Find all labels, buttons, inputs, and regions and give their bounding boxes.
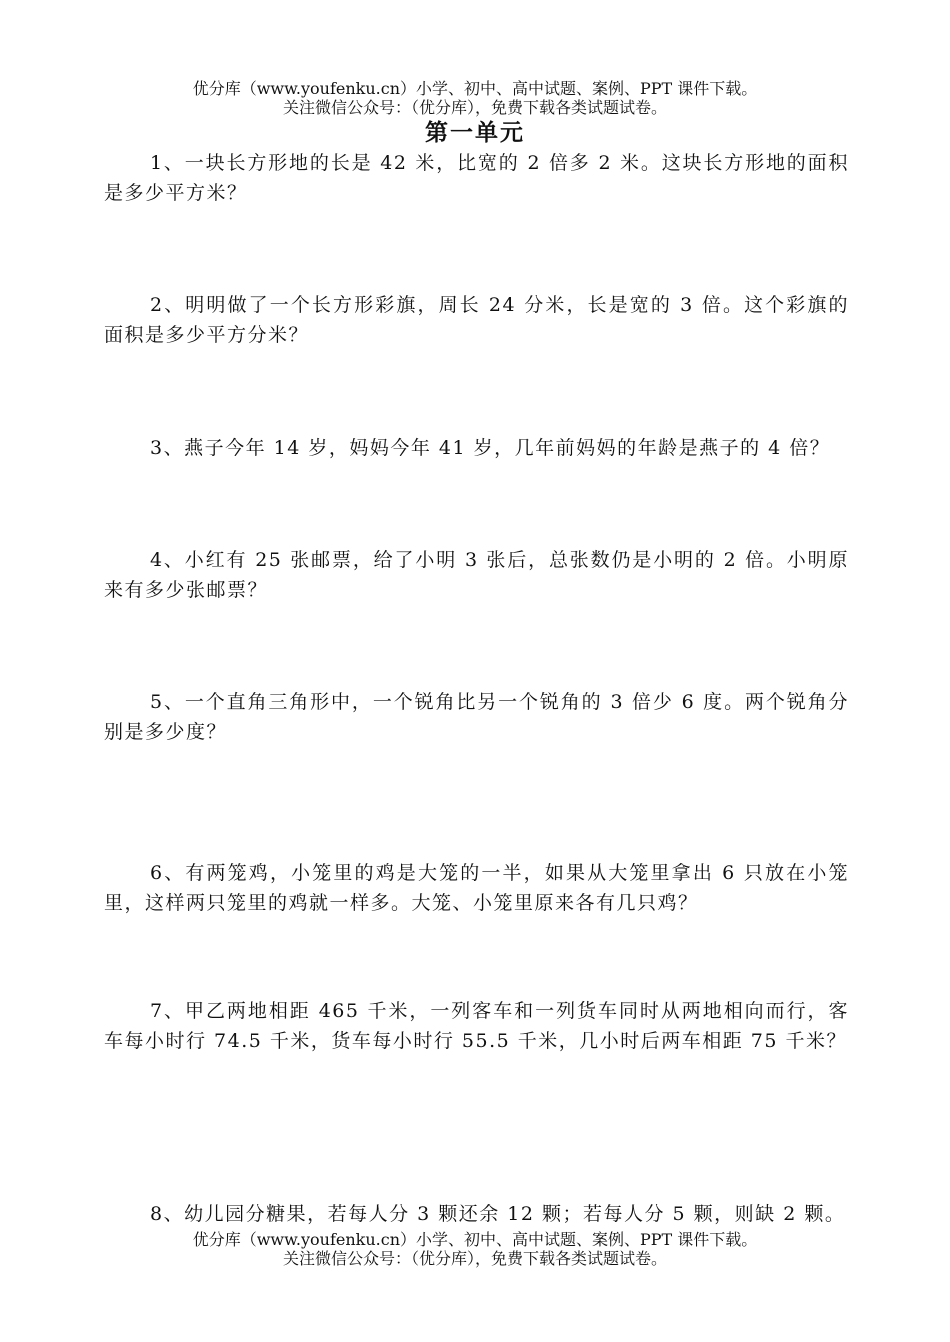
question-4: 4、小红有 25 张邮票，给了小明 3 张后，总张数仍是小明的 2 倍。小明原来有多少张邮票？	[104, 549, 849, 601]
question-6: 6、有两笼鸡，小笼里的鸡是大笼的一半，如果从大笼里拿出 6 只放在小笼里，这样两只笼里的鸡就一样多。大笼、小笼里原来各有几只鸡？	[104, 862, 849, 914]
question-1: 1、一块长方形地的长是 42 米，比宽的 2 倍多 2 米。这块长方形地的面积是多少平方米？	[104, 152, 849, 204]
footer-line-1: 优分库（www.youfenku.cn）小学、初中、高中试题、案例、PPT 课件下载。	[192, 1230, 758, 1249]
header-line-2: 关注微信公众号：（优分库），免费下载各类试题试卷。	[282, 98, 667, 117]
question-2: 2、明明做了一个长方形彩旗，周长 24 分米，长是宽的 3 倍。这个彩旗的面积是多少平方分米？	[104, 294, 849, 346]
footer-line-2: 关注微信公众号：（优分库），免费下载各类试题试卷。	[282, 1249, 667, 1268]
question-3: 3、燕子今年 14 岁，妈妈今年 41 岁，几年前妈妈的年龄是燕子的 4 倍？	[150, 437, 831, 459]
question-7: 7、甲乙两地相距 465 千米，一列客车和一列货车同时从两地相向而行，客车每小时行 74.5 千米，货车每小时行 55.5 千米，几小时后两车相距 75 千米？	[104, 1000, 849, 1052]
header-line-1: 优分库（www.youfenku.cn）小学、初中、高中试题、案例、PPT 课件下载。	[192, 79, 758, 98]
question-5: 5、一个直角三角形中，一个锐角比另一个锐角的 3 倍少 6 度。两个锐角分别是多少度？	[104, 691, 849, 743]
page-title: 第一单元	[425, 119, 525, 146]
question-8: 8、幼儿园分糖果，若每人分 3 颗还余 12 颗；若每人分 5 颗，则缺 2 颗。	[150, 1203, 846, 1225]
